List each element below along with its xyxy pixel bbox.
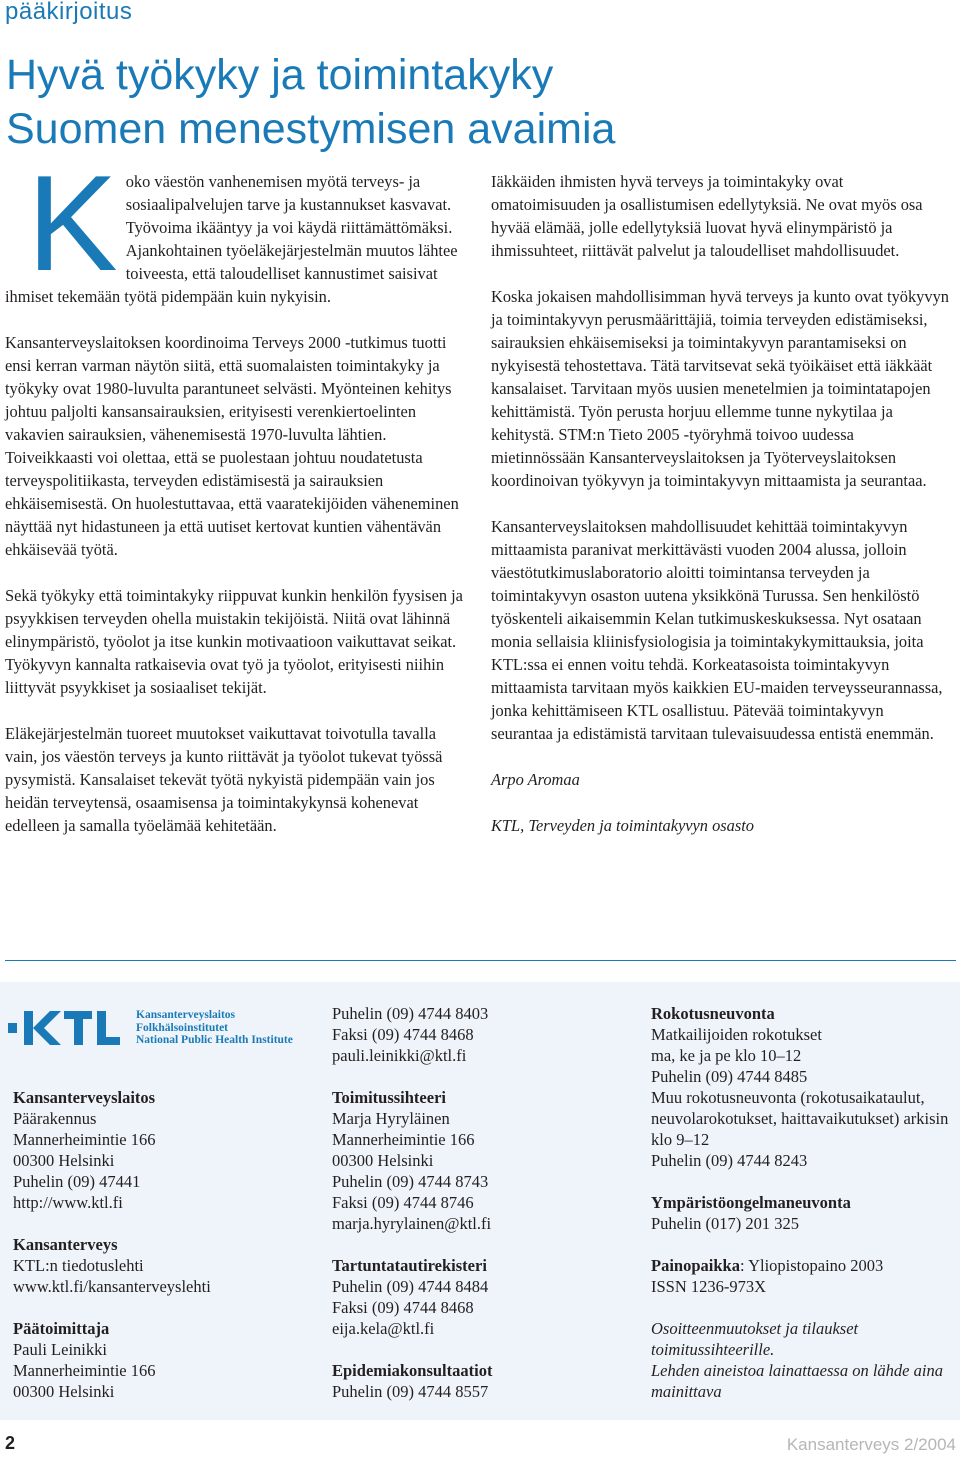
headline-line-2: Suomen menestymisen avaimia	[6, 105, 616, 153]
contact-heading: Rokotusneuvonta	[651, 1004, 775, 1023]
article-paragraph: Sekä työkyky että toimintakyky riippuvat kunkin henkilön fyysisen ja psyykkisen terveyden ohella muistakin tekijöistä. Niitä ovat lähinnä elinympäristö, työolot ja itse kunkin motivaatioon vaikuttavat seikat. Työkyvyn kannalta ratkaisevia ovat työ ja työolot, erityisesti niihin liittyvät psyykkiset ja sosiaaliset tekijät.	[5, 586, 463, 697]
lead-paragraph-text: oko väestön vanhenemisen myötä terveys- ja sosiaalipalvelujen tarve ja kustannukset kasvavat. Työvoima ikääntyy ja voi käydä riittämättömäksi. Ajankohtainen työeläkejärjestelmän muutos lähtee toiveesta, että taloudelliset kannustimet saisivat ihmiset tekemään työtä pidempään kuin nykyisin.	[5, 172, 458, 306]
contact-line: Matkailijoiden rokotukset	[651, 1025, 822, 1044]
article-paragraph: Koska jokaisen mahdollisimman hyvä terveys ja kunto ovat työkyvyn ja toimintakyvyn perusmäärittäjiä, toimia terveyden edistämiseksi, sairauksien ehkäisemiseksi ja toimintakyvyn parantamiseksi on nykyisestä tehostettava. Tätä tarvitsevat sekä työikäiset että iäkkäät kansalaiset. Tarvitaan myös uusien menetelmien ja toimintatapojen kehittämistä. Työn perusta horjuu ellemme tunne nykytilaa ja kehitystä. STM:n Tieto 2005 -työryhmä toivoo uudessa mietinnössään Kansanterveyslaitoksen ja Työterveyslaitoksen koordinoivan työkyvyn ja toimintakyvyn mittaamista ja seurantaa.	[491, 287, 949, 490]
note: Lehden aineistoa lainattaessa on lähde aina mainittava	[651, 1361, 943, 1401]
drop-cap: K	[27, 147, 118, 299]
ktl-logo	[8, 1003, 328, 1053]
lead-paragraph	[5, 147, 468, 308]
footer-column-1	[13, 1087, 313, 1423]
website-link[interactable]: http://www.ktl.fi	[13, 1193, 123, 1212]
contact-line: Mannerheimintie 166	[13, 1361, 156, 1380]
contact-heading: Ympäristöongelmaneuvonta	[651, 1193, 851, 1212]
contact-line: Puhelin (09) 47441	[13, 1172, 141, 1191]
contact-line: Puhelin (017) 201 325	[651, 1214, 800, 1233]
contact-line: Mannerheimintie 166	[13, 1130, 156, 1149]
author-affiliation: KTL, Terveyden ja toimintakyvyn osasto	[491, 816, 754, 835]
article-paragraph: Kansanterveyslaitoksen mahdollisuudet kehittää toimintakyvyn mittaamista paranivat merkittävästi vuoden 2004 alussa, jolloin väestötutkimuslaboratorio aloitti toimintansa terveyden ja toimintakyvyn osaston uutena yksikkönä Turussa. Sen henkilöstö työskenteli aikaisemmin Kelan tutkimuskeskuksessa. Nyt osataan monia sellaisia kliinisfysiologisia ja toimintakykymittauksia, joita KTL:ssa ei ennen voitu tehdä. Korkeatasoista toimintakyvyn mittaamista tarvitaan myös kaikkien EU-maiden terveysseurannassa, jonka kehittämiseen KTL osallistuu. Pätevää toimintakyvyn seurantaa ja edistämistä tarvitaan tulevaisuudessa entistä enemmän.	[491, 517, 943, 743]
contact-heading: Toimitussihteeri	[332, 1088, 446, 1107]
footer-column-3	[651, 1003, 951, 1423]
contact-line: Mannerheimintie 166	[332, 1130, 475, 1149]
contact-line: Puhelin (09) 4744 8743	[332, 1172, 489, 1191]
magazine-link[interactable]: www.ktl.fi/kansanterveyslehti	[13, 1277, 211, 1296]
logo-line: National Public Health Institute	[136, 1034, 293, 1046]
article-paragraph: Eläkejärjestelmän tuoreet muutokset vaikuttavat toivotulla tavalla vain, jos väestön terveys ja kunto riittävät ja työolot tukevat työssä pysymistä. Kansalaiset tekevät työtä nykyistä pidempään vain jos heidän terveytensä, osaamisensa ja toimintakykynsä kohenevat edelleen ja samalla työelämää kehitetään.	[5, 724, 443, 835]
headline-line-1: Hyvä työkyky ja toimintakyky	[6, 51, 554, 99]
footer-divider	[5, 960, 956, 961]
ktl-logo-mark	[8, 1011, 120, 1045]
contact-line: Muu rokotusneuvonta (rokotusaikataulut, neuvolarokotukset, haittavaikutukset) arkisin klo 9–12	[651, 1088, 949, 1149]
contact-block-editor-phone	[332, 1003, 632, 1066]
email-link[interactable]: eija.kela@ktl.fi	[332, 1319, 435, 1338]
article-left-column	[5, 147, 468, 860]
article-right-column	[491, 170, 949, 860]
email-link[interactable]: marja.hyrylainen@ktl.fi	[332, 1214, 492, 1233]
logo-line: Folkhälsoinstitutet	[136, 1021, 229, 1034]
contact-heading: Tartuntatautirekisteri	[332, 1256, 487, 1275]
section-label: pääkirjoitus	[5, 0, 133, 25]
contact-block-secretary	[332, 1087, 632, 1234]
logo-line: Kansanterveyslaitos	[136, 1009, 236, 1021]
author-name: Arpo Aromaa	[491, 770, 580, 789]
contact-heading: Kansanterveyslaitos	[13, 1088, 156, 1107]
contact-line: Faksi (09) 4744 8468	[332, 1025, 474, 1044]
contact-line: Marja Hyryläinen	[332, 1109, 450, 1128]
contact-heading: Epidemiakonsultaatiot	[332, 1361, 493, 1380]
contact-line: Faksi (09) 4744 8468	[332, 1298, 474, 1317]
footer-column-2	[332, 1003, 632, 1423]
notes-block	[651, 1318, 951, 1402]
print-value: : Yliopistopaino 2003	[739, 1256, 884, 1275]
article-paragraph: Kansanterveyslaitoksen koordinoima Terveys 2000 -tutkimus tuotti ensi kerran varman näytön siitä, että suomalaisten toimintakyky ja työkyky ovat 1980-luvulta parantuneet selvästi. Myönteinen kehitys johtuu paljolti kansansairauksien, erityisesti verenkiertoelinten vakavien sairauksien, vähenemisestä 1970-luvulta lähtien. Toiveikkaasti voi olettaa, että se puolestaan johtuu noudatetusta terveyspolitiikasta, terveyden edistämisestä ja sairauksien ehkäisemisestä. On huolestuttavaa, että vaaratekijöiden väheneminen näyttää nyt hidastuneen ja että uutiset kertovat kuntien vähentävän ehkäisevää työtä.	[5, 333, 459, 559]
contact-block-magazine	[13, 1234, 313, 1297]
contact-block-ktl	[13, 1087, 313, 1213]
contact-line: Puhelin (09) 4744 8403	[332, 1004, 489, 1023]
headline	[6, 48, 615, 156]
contact-line: KTL:n tiedotuslehti	[13, 1256, 144, 1275]
contact-line: Puhelin (09) 4744 8485	[651, 1067, 808, 1086]
ktl-logo-text	[136, 1009, 293, 1047]
print-label: Painopaikka	[651, 1256, 740, 1275]
contact-line: ma, ke ja pe klo 10–12	[651, 1046, 802, 1065]
contact-line: 00300 Helsinki	[332, 1151, 434, 1170]
publication-issue: Kansanterveys 2/2004	[786, 1435, 956, 1454]
contact-block-vaccination	[651, 1003, 951, 1171]
issn: ISSN 1236-973X	[651, 1277, 767, 1296]
print-info	[651, 1255, 951, 1276]
contact-line: Puhelin (09) 4744 8484	[332, 1277, 489, 1296]
contact-heading: Päätoimittaja	[13, 1319, 110, 1338]
article-paragraph: Iäkkäiden ihmisten hyvä terveys ja toimintakyky ovat omatoimisuuden ja osallistumisen edellytyksiä. Ne ovat myös osa hyvää elämää, jolle edellytyksiä luovat hyvä elinympäristö ja ihmissuhteet, riittävät palvelut ja taloudelliset mahdollisuudet.	[491, 172, 923, 260]
contact-block-editor	[13, 1318, 313, 1402]
contact-block-epidemic	[332, 1360, 632, 1402]
contact-line: Faksi (09) 4744 8746	[332, 1193, 474, 1212]
email-link[interactable]: pauli.leinikki@ktl.fi	[332, 1046, 467, 1065]
contact-line: 00300 Helsinki	[13, 1151, 115, 1170]
contact-heading: Kansanterveys	[13, 1235, 118, 1254]
print-info-block	[651, 1255, 951, 1297]
contact-line: Puhelin (09) 4744 8243	[651, 1151, 808, 1170]
note: Osoitteenmuutokset ja tilaukset toimitussihteerille.	[651, 1319, 859, 1359]
contact-line: Päärakennus	[13, 1109, 97, 1128]
contact-line: 00300 Helsinki	[13, 1382, 115, 1401]
contact-block-registry	[332, 1255, 632, 1339]
page-number: 2	[5, 1433, 16, 1453]
contact-line: Pauli Leinikki	[13, 1340, 107, 1359]
contact-line: Puhelin (09) 4744 8557	[332, 1382, 489, 1401]
contact-block-environment	[651, 1192, 951, 1234]
